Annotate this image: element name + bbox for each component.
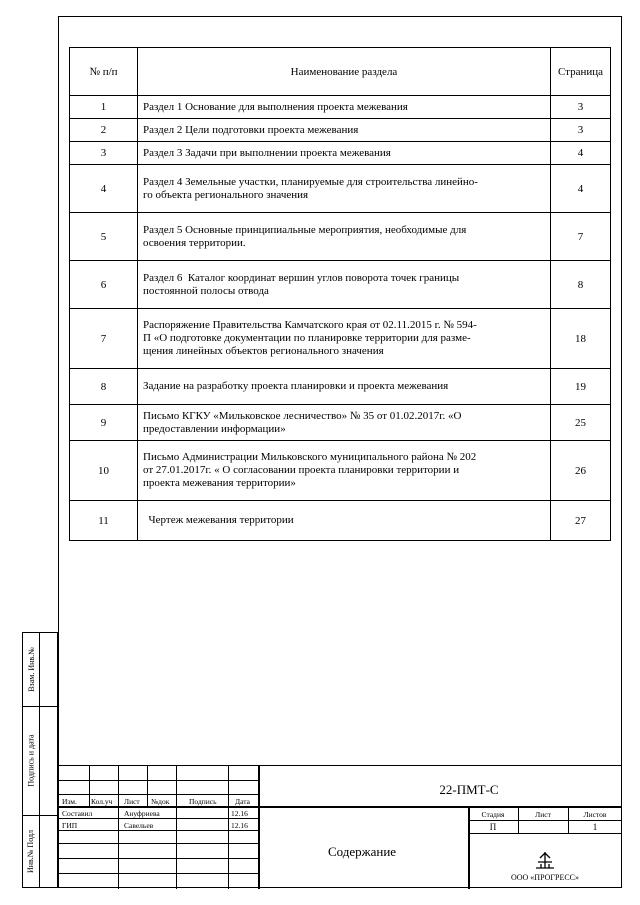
- header-page: Страница: [551, 48, 611, 96]
- row-number: 8: [70, 369, 138, 405]
- row-title-line: освоения территории.: [143, 236, 246, 249]
- row-title: [138, 96, 551, 119]
- row-title-line: предоставлении информации»: [143, 422, 286, 435]
- col-list: Лист: [124, 797, 140, 806]
- row-title: [138, 142, 551, 165]
- row-title-line: Раздел 1 Основание для выполнения проекта межевания: [143, 100, 408, 113]
- contents-row: [70, 142, 611, 165]
- row-title: [138, 309, 551, 369]
- row-title-line: Раздел 6 Каталог координат вершин углов поворота точек границы: [143, 271, 460, 284]
- row-page: 25: [551, 405, 611, 441]
- row-number: 4: [70, 165, 138, 213]
- contents-row: [70, 261, 611, 309]
- row-number: 2: [70, 119, 138, 142]
- row-page: 27: [551, 501, 611, 541]
- row-number: 5: [70, 213, 138, 261]
- header-title: Наименование раздела: [138, 48, 551, 96]
- row-page: 4: [551, 165, 611, 213]
- label-inv-podl: Инв.№ Подл: [26, 829, 36, 874]
- contents-row: [70, 405, 611, 441]
- col-kolych: Кол.уч: [91, 797, 113, 806]
- label-signature-date: Подпись и дата: [26, 734, 36, 787]
- sheets-value: 1: [592, 822, 598, 832]
- row-title-line: Письмо Администрации Мильковского муниципального района № 202: [143, 451, 477, 463]
- contents-row: [70, 165, 611, 213]
- row-title: [138, 213, 551, 261]
- contents-row: [70, 501, 611, 541]
- row-title-line: Чертеж межевания территории: [143, 514, 294, 526]
- row-title-line: Раздел 3 Задачи при выполнении проекта межевания: [143, 146, 391, 159]
- col-izm: Изм.: [62, 797, 77, 806]
- stage-label: Стадия: [481, 810, 505, 819]
- row-page: 4: [551, 142, 611, 165]
- row-page: 26: [551, 441, 611, 501]
- col-podpis: Подпись: [189, 797, 217, 806]
- contents-row: [70, 119, 611, 142]
- date-compiler: 12.16: [231, 809, 248, 818]
- sheet-label: Лист: [535, 810, 551, 819]
- row-title-line: Раздел 2 Цели подготовки проекта межевания: [143, 123, 359, 136]
- row-page: 8: [551, 261, 611, 309]
- col-ndok: №док: [151, 797, 170, 806]
- name-gip: Савельев: [124, 821, 154, 830]
- stage-value: П: [489, 822, 497, 832]
- contents-row: [70, 96, 611, 119]
- col-data: Дата: [235, 797, 250, 806]
- label-inv-vzam: Взам. Инв.№: [26, 646, 36, 692]
- row-page: 19: [551, 369, 611, 405]
- title-block: [58, 765, 622, 888]
- contents-row: [70, 213, 611, 261]
- contents-row: [70, 369, 611, 405]
- row-title: [138, 405, 551, 441]
- contents-row: [70, 309, 611, 369]
- header-num: № п/п: [70, 48, 138, 96]
- role-gip: ГИП: [62, 821, 78, 830]
- row-title: [138, 261, 551, 309]
- contents-header-row: [70, 48, 611, 96]
- row-title-line: проекта межевания территории»: [143, 477, 296, 489]
- row-page: 3: [551, 96, 611, 119]
- row-title-line: щения линейных объектов регионального значения: [143, 345, 384, 357]
- contents-row: [70, 441, 611, 501]
- row-number: 6: [70, 261, 138, 309]
- sheet-title: Содержание: [327, 844, 397, 859]
- row-number: 10: [70, 441, 138, 501]
- row-title-line: Раздел 5 Основные принципиальные мероприятия, необходимые для: [143, 223, 467, 236]
- row-number: 1: [70, 96, 138, 119]
- company-logo-icon: [534, 850, 556, 870]
- row-number: 7: [70, 309, 138, 369]
- row-number: 11: [70, 501, 138, 541]
- row-title-line: постоянной полосы отвода: [143, 284, 269, 297]
- row-title-line: Письмо КГКУ «Мильковское лесничество» № 35 от 01.02.2017г. «О: [143, 409, 462, 422]
- row-title: [138, 165, 551, 213]
- document-code: 22-ПМТ-С: [439, 782, 499, 797]
- side-strip-inner: [40, 632, 58, 888]
- company-name: ООО «ПРОГРЕСС»: [510, 873, 580, 882]
- row-page: 18: [551, 309, 611, 369]
- row-title-line: го объекта регионального значения: [143, 188, 309, 201]
- contents-table: [69, 47, 611, 541]
- date-gip: 12.16: [231, 821, 248, 830]
- row-title: [138, 119, 551, 142]
- row-title: [138, 369, 551, 405]
- row-title-line: Задание на разработку проекта планировки и проекта межевания: [143, 380, 449, 392]
- sheets-label: Листов: [583, 810, 607, 819]
- role-compiler: Составил: [62, 809, 93, 818]
- row-page: 7: [551, 213, 611, 261]
- row-title-line: П «О подготовке документации по планировке территории для разме-: [143, 332, 471, 344]
- row-title-line: Раздел 4 Земельные участки, планируемые для строительства линейно-: [143, 175, 478, 188]
- name-compiler: Ануфриева: [124, 809, 160, 818]
- row-number: 3: [70, 142, 138, 165]
- row-number: 9: [70, 405, 138, 441]
- row-page: 3: [551, 119, 611, 142]
- row-title-line: от 27.01.2017г. « О согласовании проекта планировки территории и: [143, 464, 460, 476]
- row-title-line: Распоряжение Правительства Камчатского края от 02.11.2015 г. № 594-: [143, 319, 477, 331]
- row-title: [138, 501, 551, 541]
- row-title: [138, 441, 551, 501]
